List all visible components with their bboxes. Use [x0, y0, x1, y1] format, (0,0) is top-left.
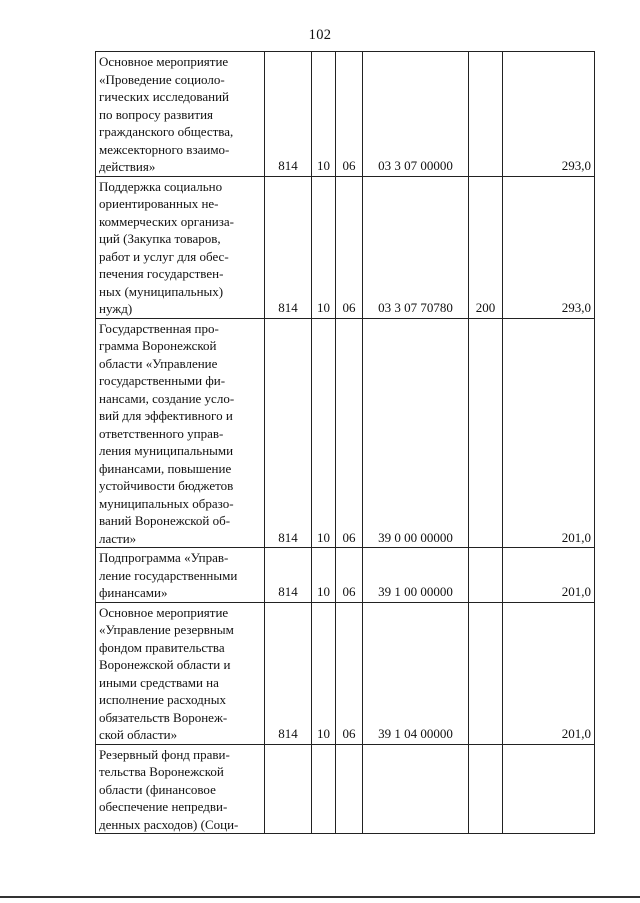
row-grbs: [265, 744, 312, 834]
bottom-divider: [0, 896, 640, 898]
row-sum: 293,0: [503, 176, 595, 318]
row-rz: [312, 744, 336, 834]
row-vr: [469, 602, 503, 744]
row-sum: 201,0: [503, 602, 595, 744]
row-pr: 06: [336, 176, 363, 318]
row-name: Государственная про- грамма Воронежской области «Управление государственными фи- нансами, создание усло- вий для эффективного и ответственного управ- ления муниципальными финансами, повышение устойчивости бюджетов муниципальных образо- ваний Воронежской об- ласти»: [96, 318, 265, 548]
row-grbs: 814: [265, 176, 312, 318]
row-pr: 06: [336, 602, 363, 744]
table-row: [96, 52, 595, 177]
row-pr: [336, 744, 363, 834]
row-rz: 10: [312, 318, 336, 548]
row-pr: 06: [336, 52, 363, 177]
row-name: Основное мероприятие «Проведение социоло- гических исследований по вопросу развития гражданского общества, межсекторного взаимо- действия»: [96, 52, 265, 177]
row-rz: 10: [312, 176, 336, 318]
row-csr: 39 0 00 00000: [363, 318, 469, 548]
row-csr: 03 3 07 00000: [363, 52, 469, 177]
row-grbs: 814: [265, 52, 312, 177]
row-rz: 10: [312, 52, 336, 177]
row-sum: [503, 744, 595, 834]
row-name: Поддержка социально ориентированных не- коммерческих организа- ций (Закупка товаров, работ и услуг для обес- печения государствен- ных (муниципальных) нужд): [96, 176, 265, 318]
row-vr: [469, 744, 503, 834]
row-csr: 39 1 04 00000: [363, 602, 469, 744]
row-name: Подпрограмма «Управ- ление государственными финансами»: [96, 548, 265, 603]
table-row: [96, 602, 595, 744]
table-row: [96, 744, 595, 834]
row-pr: 06: [336, 318, 363, 548]
row-vr: 200: [469, 176, 503, 318]
budget-table: [95, 51, 595, 834]
row-vr: [469, 548, 503, 603]
row-vr: [469, 318, 503, 548]
row-rz: 10: [312, 602, 336, 744]
row-name: Резервный фонд прави- тельства Воронежской области (финансовое обеспечение непредви- денных расходов) (Соци-: [96, 744, 265, 834]
table-row: [96, 318, 595, 548]
row-csr: 39 1 00 00000: [363, 548, 469, 603]
row-pr: 06: [336, 548, 363, 603]
row-grbs: 814: [265, 318, 312, 548]
page-number: 102: [308, 27, 332, 43]
row-sum: 293,0: [503, 52, 595, 177]
row-name: Основное мероприятие «Управление резервным фондом правительства Воронежской области и иными средствами на исполнение расходных обязательств Воронеж- ской области»: [96, 602, 265, 744]
row-grbs: 814: [265, 548, 312, 603]
row-sum: 201,0: [503, 318, 595, 548]
table-row: [96, 176, 595, 318]
table-row: [96, 548, 595, 603]
row-rz: 10: [312, 548, 336, 603]
row-vr: [469, 52, 503, 177]
row-grbs: 814: [265, 602, 312, 744]
row-csr: 03 3 07 70780: [363, 176, 469, 318]
row-csr: [363, 744, 469, 834]
row-sum: 201,0: [503, 548, 595, 603]
